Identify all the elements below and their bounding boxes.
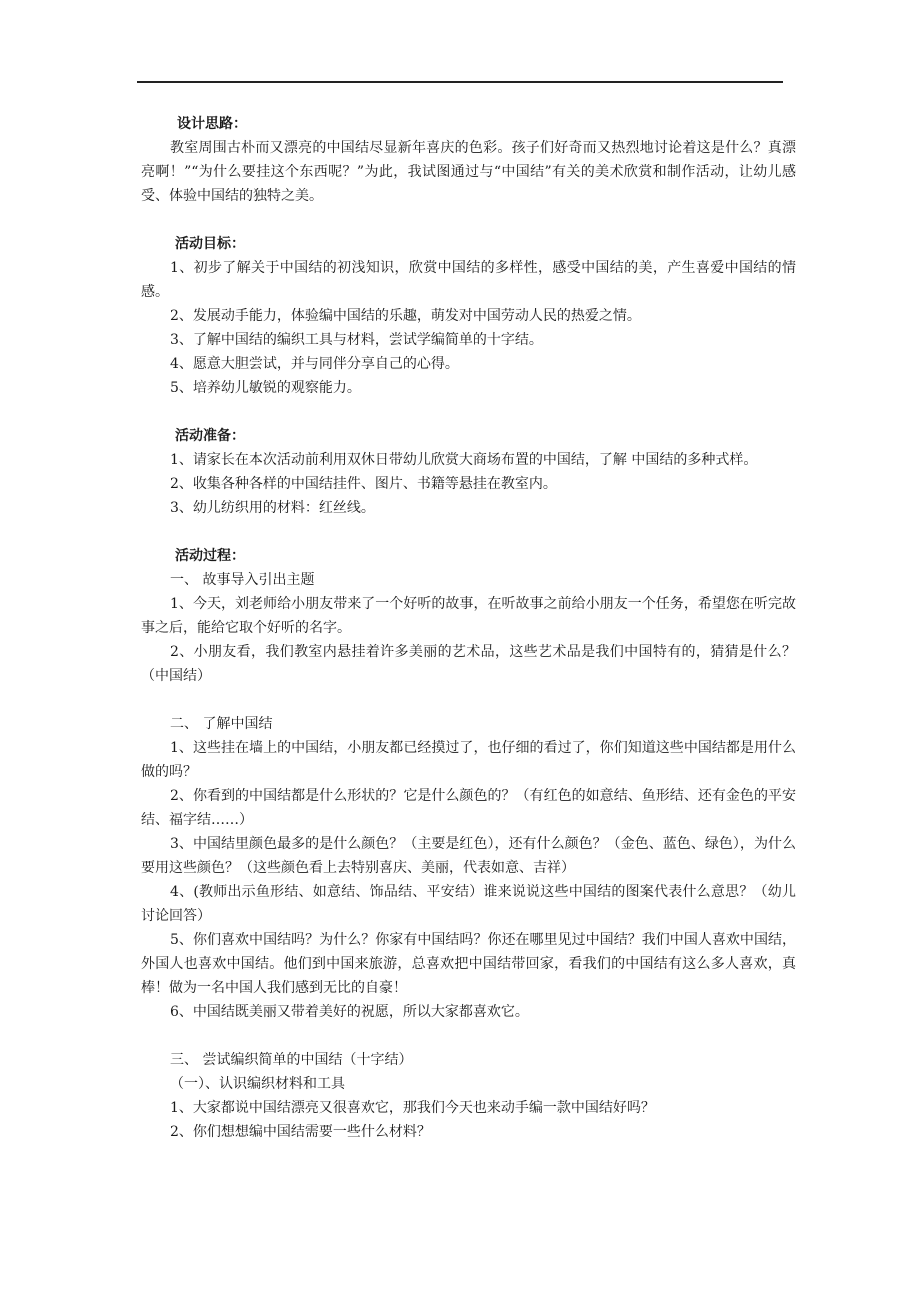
process-item: 1、今天，刘老师给小朋友带来了一个好听的故事，在听故事之前给小朋友一个任务，希望您在听完故事之后，能给它取个好听的名字。 (141, 596, 796, 636)
process-item: 1、这些挂在墙上的中国结，小朋友都已经摸过了，也仔细的看过了，你们知道这些中国结都是用什么做的吗？ (141, 740, 796, 780)
design-heading: 设计思路： (177, 116, 247, 132)
prep-item: 2、收集各种各样的中国结挂件、图片、书籍等悬挂在教室内。 (170, 476, 557, 492)
process-heading: 活动过程： (175, 548, 245, 564)
goal-item: 1、初步了解关于中国结的初浅知识，欣赏中国结的多样性，感受中国结的美，产生喜爱中国结的情感。 (141, 260, 796, 300)
process-item: 6、中国结既美丽又带着美好的祝愿，所以大家都喜欢它。 (170, 1004, 529, 1020)
process-item: 1、大家都说中国结漂亮又很喜欢它，那我们今天也来动手编一款中国结好吗？ (170, 1100, 655, 1116)
process-item: 2、你看到的中国结都是什么形状的？它是什么颜色的？（有红色的如意结、鱼形结、还有金色的平安结、福字结……） (141, 788, 796, 828)
process-item: 3、中国结里颜色最多的是什么颜色？（主要是红色），还有什么颜色？（金色、蓝色、绿色），为什么要用这些颜色？（这些颜色看上去特别喜庆、美丽，代表如意、吉祥） (141, 836, 796, 876)
process-item: 5、你们喜欢中国结吗？为什么？你家有中国结吗？你还在哪里见过中国结？我们中国人喜欢中国结，外国人也喜欢中国结。他们到中国来旅游，总喜欢把中国结带回家，看我们的中国结有这么多人喜欢，真棒！做为一名中国人我们感到无比的自豪！ (141, 932, 796, 996)
process-part-title: 一、 故事导入引出主题 (170, 572, 315, 588)
process-item: 2、小朋友看，我们教室内悬挂着许多美丽的艺术品，这些艺术品是我们中国特有的，猜猜是什么？（中国结） (141, 644, 796, 684)
process-part-title: 三、 尝试编织简单的中国结（十字结） (170, 1052, 413, 1068)
process-item: 2、你们想想编中国结需要一些什么材料？ (170, 1124, 431, 1140)
process-item: 4、(教师出示鱼形结、如意结、饰品结、平安结）谁来说说这些中国结的图案代表什么意思？（幼儿讨论回答） (141, 884, 796, 924)
process-part-title: 二、 了解中国结 (170, 716, 273, 732)
goal-item: 4、愿意大胆尝试，并与同伴分享自己的心得。 (170, 356, 459, 372)
goal-item: 2、发展动手能力，体验编中国结的乐趣，萌发对中国劳动人民的热爱之情。 (170, 308, 641, 324)
goal-item: 5、培养幼儿敏锐的观察能力。 (170, 380, 361, 396)
goal-item: 3、了解中国结的编织工具与材料，尝试学编简单的十字结。 (170, 332, 543, 348)
prep-heading: 活动准备： (175, 428, 245, 444)
document-body (141, 112, 796, 1144)
prep-item: 3、幼儿纺织用的材料：红丝线。 (170, 500, 375, 516)
design-paragraph: 教室周围古朴而又漂亮的中国结尽显新年喜庆的色彩。孩子们好奇而又热烈地讨论着这是什么？真漂亮啊！”“为什么要挂这个东西呢？”为此，我试图通过与“中国结”有关的美术欣赏和制作活动，让幼儿感受、体验中国结的独特之美。 (141, 140, 796, 204)
goals-heading: 活动目标： (175, 236, 245, 252)
prep-item: 1、请家长在本次活动前利用双休日带幼儿欣赏大商场布置的中国结，了解 中国结的多种式样。 (170, 452, 758, 468)
process-subtitle: （一）、认识编织材料和工具 (170, 1076, 345, 1092)
header-rule (137, 81, 783, 83)
